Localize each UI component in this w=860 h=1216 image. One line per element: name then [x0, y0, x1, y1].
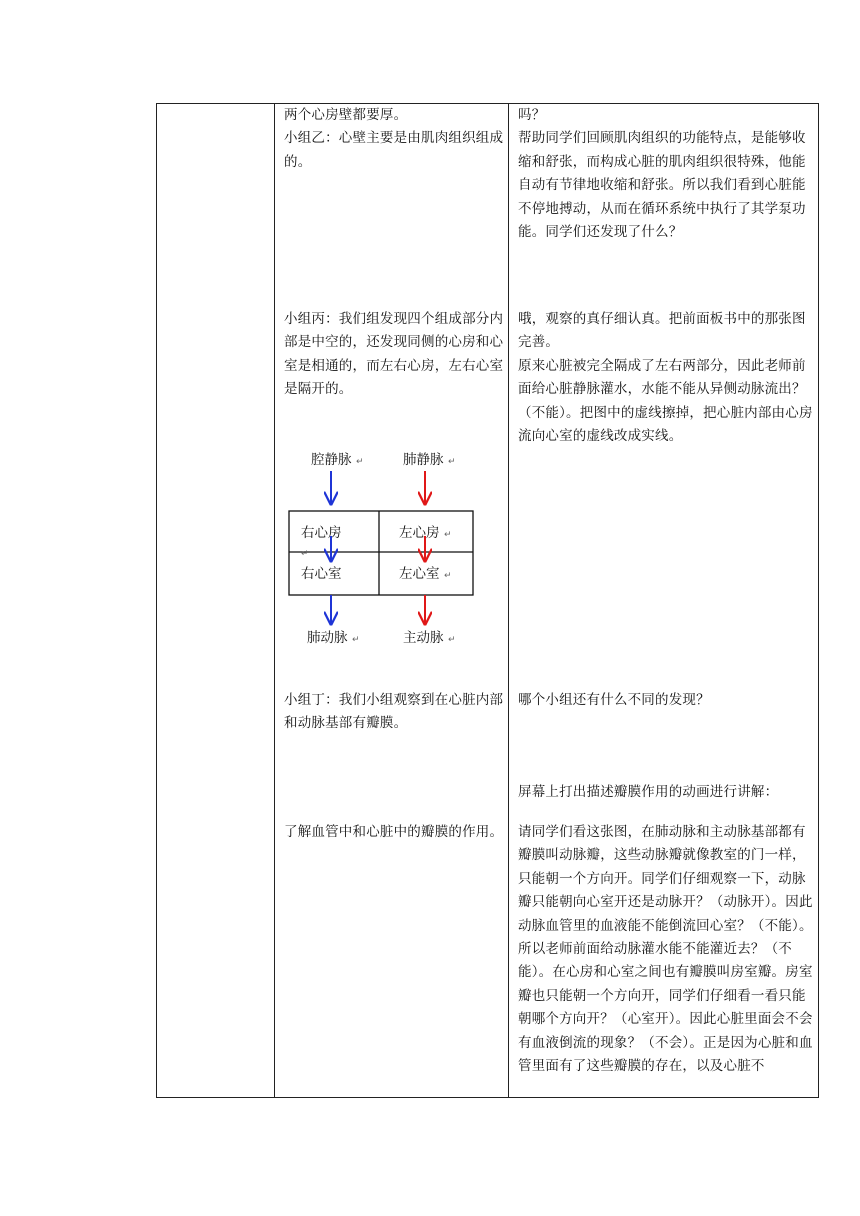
label-right-atrium: 右心房: [301, 525, 342, 541]
label-left-atrium: 左心房: [399, 525, 440, 541]
label-left-ventricle-mark: ↵: [444, 571, 452, 581]
student-observation-bing: 小组丙：我们组发现四个组成部分内部是中空的，还发现同侧的心房和心室是相通的，而左右心房，左右心室是隔开的。: [284, 311, 504, 398]
teacher-note-complete-diagram: 哦，观察的真仔细认真。把前面板书中的那张图完善。 原来心脏被完全隔成了左右两部分，因此老师前面给心脏静脉灌水，水能不能从异侧动脉流出？（不能）。把图中的虚线擦掉，把心脏内部由心房流向心室的虚线改成实线。: [518, 311, 813, 445]
label-vena-cava-mark: ↵: [356, 457, 364, 467]
student-observation-ding: 小组丁：我们小组观察到在心脏内部和动脉基部有瓣膜。: [284, 692, 504, 732]
label-pulmonary-vein: 肺静脉: [403, 452, 444, 468]
label-left-ventricle: 左心室: [399, 566, 440, 582]
label-vena-cava: 腔静脉: [311, 452, 352, 468]
label-left-atrium-mark: ↵: [444, 530, 452, 540]
label-pulmonary-artery: 肺动脉: [307, 630, 348, 644]
label-aorta: 主动脉: [403, 630, 444, 644]
lesson-table: [156, 103, 819, 1098]
teacher-question-other-findings: 哪个小组还有什么不同的发现？: [518, 692, 710, 708]
heart-chambers-box: [289, 511, 473, 595]
cell-mark: ↵: [301, 549, 309, 559]
teacher-note-muscle: 吗？ 帮助同学们回顾肌肉组织的功能特点，是能够收缩和舒张，而构成心脏的肌肉组织很特殊，他能自动有节律地收缩和舒张。所以我们看到心脏能不停地搏动，从而在循环系统中执行了其学泵功能。同学们还发现了什么？: [518, 107, 806, 241]
label-pulmonary-artery-mark: ↵: [352, 635, 360, 644]
heart-circulation-diagram: [285, 444, 485, 644]
label-pulmonary-vein-mark: ↵: [448, 457, 456, 467]
label-aorta-mark: ↵: [448, 635, 456, 644]
teacher-valve-explanation: 请同学们看这张图，在肺动脉和主动脉基部都有瓣膜叫动脉瓣，这些动脉瓣就像教室的门一样，只能朝一个方向开。同学们仔细观察一下，动脉瓣只能朝向心室开还是动脉开？（动脉开）。因此动脉血管里的血液能不能倒流回心室？（不能）。所以老师前面给动脉灌水能不能灌近去？（不能）。在心房和心室之间也有瓣膜叫房室瓣。房室瓣也只能朝一个方向开，同学们仔细看一看只能朝哪个方向开？（心室开）。因此心脏里面会不会有血液倒流的现象？（不会）。正是因为心脏和血管里面有了这些瓣膜的存在，以及心脏不: [518, 824, 813, 1075]
column-divider-1: [274, 104, 275, 1097]
student-observation-jia-yi: 两个心房壁都要厚。 小组乙：心壁主要是由肌肉组织组成的。: [284, 107, 504, 170]
teacher-animation-note: 屏幕上打出描述瓣膜作用的动画进行讲解：: [518, 784, 779, 800]
label-right-ventricle: 右心室: [301, 566, 342, 582]
activity-valve-function: 了解血管中和心脏中的瓣膜的作用。: [284, 824, 504, 840]
column-divider-2: [508, 104, 509, 1097]
